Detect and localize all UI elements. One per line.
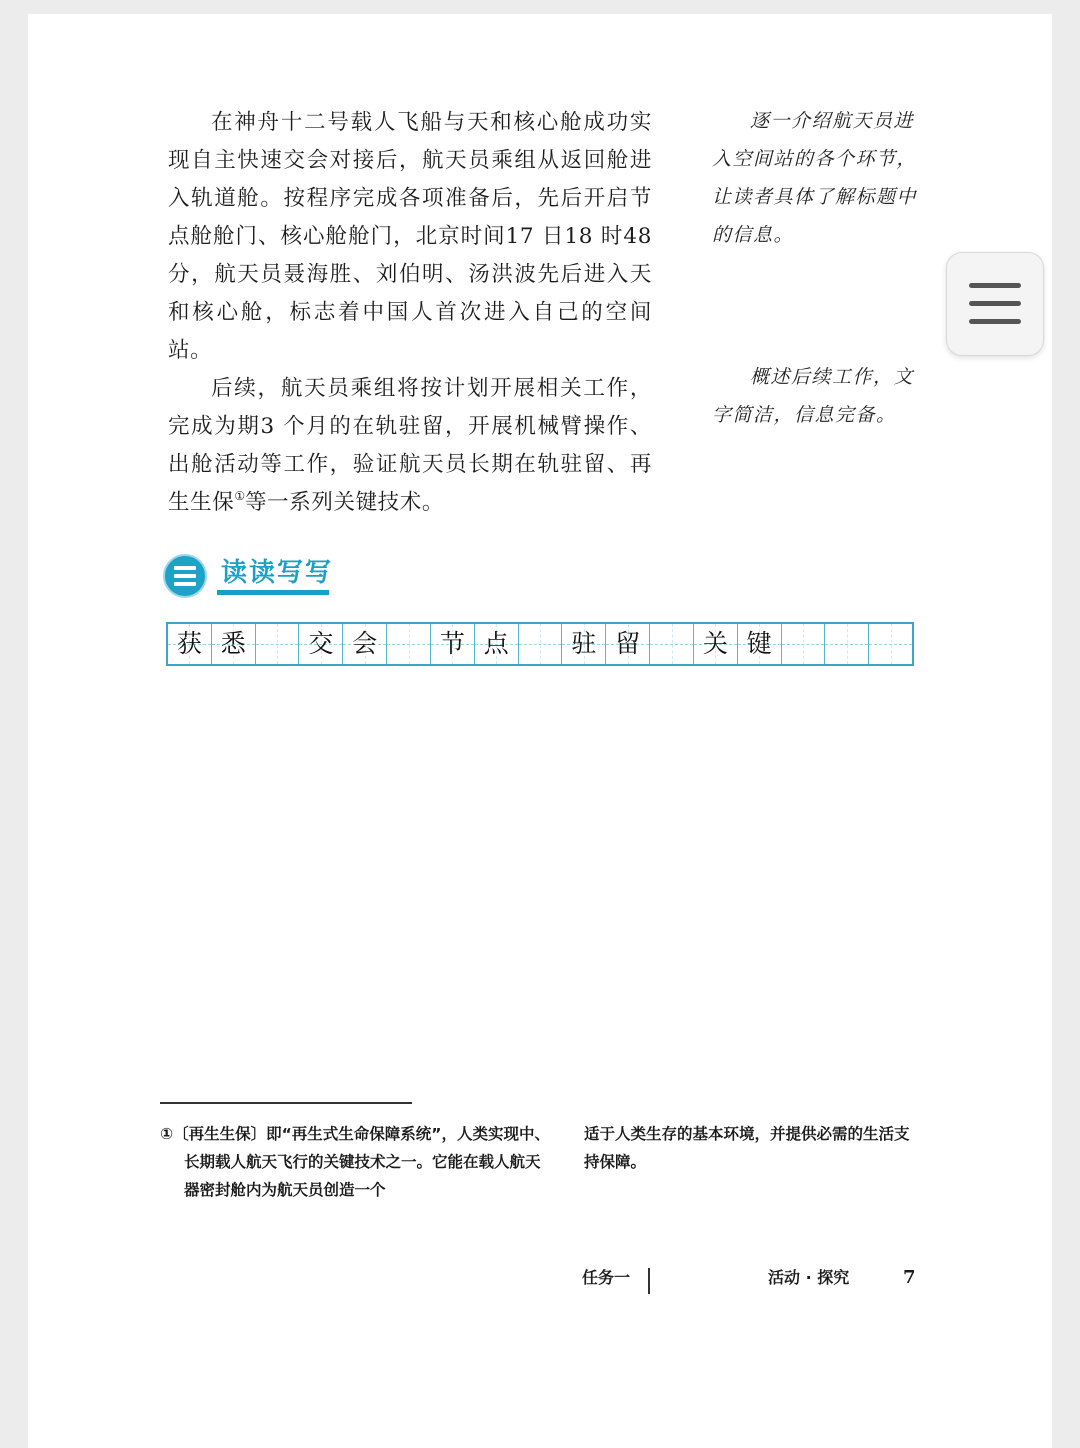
- three-lines-badge-icon: [163, 554, 207, 598]
- footnote-marker: ①: [234, 489, 246, 503]
- vocab-grid-cell: [168, 624, 211, 664]
- footnote-left: ①〔再生生保〕即“再生式生命保障系统”，人类实现中、长期载人航天飞行的关键技术之一。它能在载人航天器密封舱内为航天员创造一个: [160, 1125, 550, 1199]
- vocab-grid-cell: [605, 624, 649, 664]
- vocab-character: 悉: [220, 629, 246, 658]
- footer-activity-label: 活动 · 探究: [768, 1268, 850, 1287]
- hamburger-menu-icon-line: [969, 301, 1021, 306]
- vocab-character: 会: [352, 629, 378, 658]
- vocab-character: 留: [615, 629, 641, 658]
- vocab-grid-cell: [824, 624, 868, 664]
- vocab-grid-cell: [430, 624, 474, 664]
- paragraph-2: [168, 370, 652, 522]
- vocab-character: 键: [746, 629, 772, 658]
- footer-divider: [648, 1268, 650, 1294]
- footnote-divider: [160, 1102, 412, 1104]
- paragraph-2-text: 后续，航天员乘组将按计划开展相关工作，完成为期3 个月的在轨驻留，开展机械臂操作、出舱活动等工作，验证航天员长期在轨驻留、再生生保: [168, 376, 652, 515]
- section-title-underline: [217, 590, 329, 595]
- side-note-2-text: 概述后续工作，文字简洁，信息完备。: [712, 366, 915, 426]
- main-text: [168, 104, 652, 522]
- vocab-character: 驻: [571, 629, 597, 658]
- vocab-character: 关: [702, 629, 728, 658]
- vocab-grid-cell: [342, 624, 386, 664]
- hamburger-menu-icon-line: [969, 319, 1021, 324]
- vocab-grid-cell: [255, 624, 299, 664]
- page-number: 7: [903, 1267, 916, 1288]
- vocab-character: 交: [308, 629, 334, 658]
- vocab-character: 点: [483, 629, 509, 658]
- vocab-grid-cell: [474, 624, 518, 664]
- hamburger-menu-icon-line: [969, 283, 1021, 288]
- vocab-grid-cell: [386, 624, 430, 664]
- vocab-grid-cell: [211, 624, 255, 664]
- side-note-2: [712, 358, 922, 434]
- paragraph-2-end: 等一系列关键技术。: [245, 490, 444, 515]
- vocab-character: 节: [439, 629, 465, 658]
- side-note-1-text: 逐一介绍航天员进入空间站的各个环节，让读者具体了解标题中的信息。: [712, 110, 918, 246]
- menu-button[interactable]: [946, 252, 1044, 356]
- vocab-grid-cell: [781, 624, 825, 664]
- side-note-1: [712, 102, 922, 254]
- vocab-grid-cell: [561, 624, 605, 664]
- vocab-character: 获: [176, 629, 202, 658]
- paragraph-1: 在神舟十二号载人飞船与天和核心舱成功实现自主快速交会对接后，航天员乘组从返回舱进入轨道舱。按程序完成各项准备后，先后开启节点舱舱门、核心舱舱门，北京时间17 日18 时48分，航天员聂海胜、刘伯明、汤洪波先后进入天和核心舱，标志着中国人首次进入自己的空间站。: [168, 110, 652, 363]
- vocab-grid-cell: [298, 624, 342, 664]
- section-title: 读读写写: [221, 558, 334, 588]
- vocab-grid-cell: [693, 624, 737, 664]
- vocab-grid-cell: [649, 624, 693, 664]
- footnote-right: 适于人类生存的基本环境，并提供必需的生活支持保障。: [584, 1125, 910, 1171]
- vocab-grid-cell: [868, 624, 912, 664]
- vocab-grid-cell: [737, 624, 781, 664]
- vocab-writing-grid: [166, 622, 914, 666]
- footer-task-label: 任务一: [582, 1268, 631, 1287]
- vocab-grid-cell: [518, 624, 562, 664]
